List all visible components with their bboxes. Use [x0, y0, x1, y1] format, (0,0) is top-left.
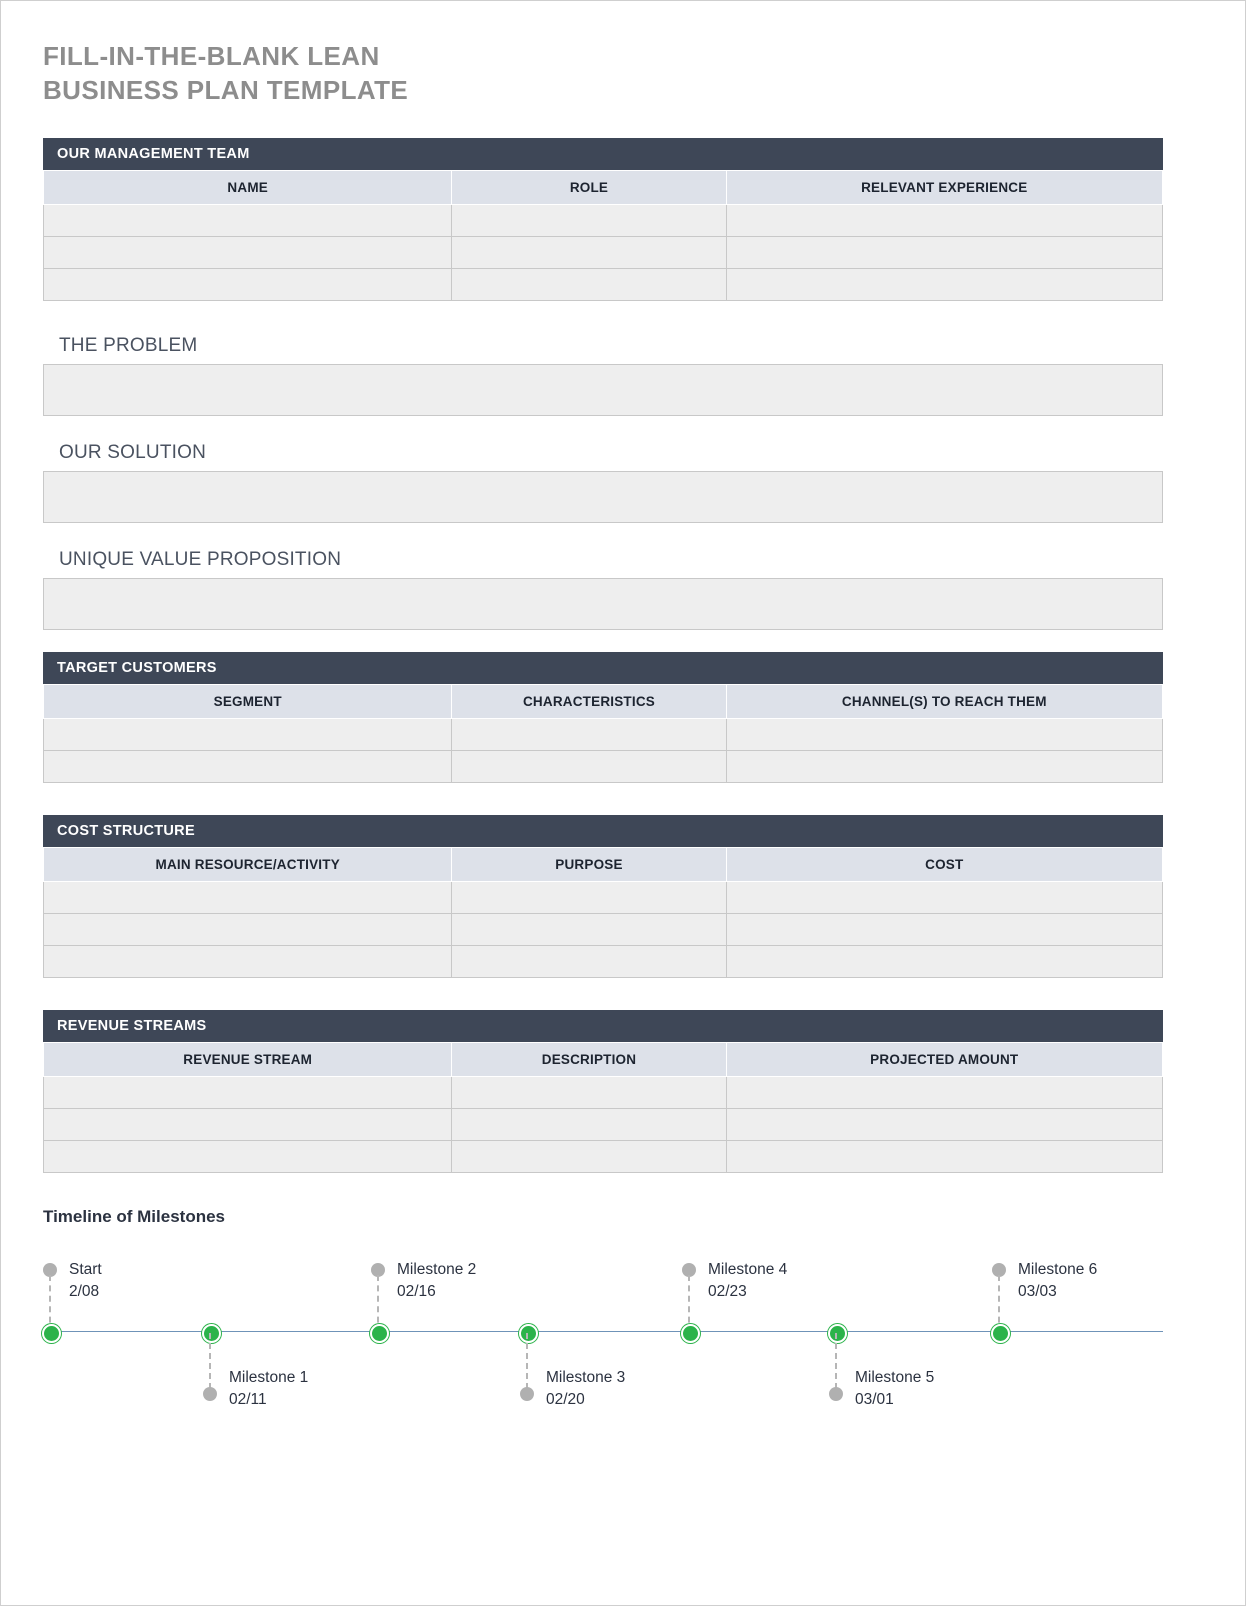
table-header-row — [44, 684, 1163, 718]
milestone-label — [397, 1259, 476, 1303]
timeline-title: Timeline of Milestones — [43, 1206, 226, 1226]
cell-revenue-stream[interactable] — [44, 1140, 452, 1172]
milestone-node-icon — [519, 1324, 538, 1343]
field-our-solution[interactable] — [43, 471, 1163, 523]
milestone-date-text: 03/03 — [1018, 1282, 1057, 1300]
milestone-node-icon — [42, 1324, 61, 1343]
table-cost-structure — [43, 847, 1163, 978]
milestone-cap-icon — [203, 1387, 217, 1401]
section-management-team — [43, 138, 1163, 301]
field-the-problem[interactable] — [43, 364, 1163, 416]
table-revenue-streams — [43, 1042, 1163, 1173]
milestone-label — [229, 1367, 308, 1411]
cell-experience[interactable] — [726, 268, 1162, 300]
milestone-label-text: Start — [69, 1260, 102, 1278]
section-cost-structure — [43, 815, 1163, 978]
milestone-node-icon — [202, 1324, 221, 1343]
table-header-row — [44, 1042, 1163, 1076]
milestone-label-text: Milestone 4 — [708, 1260, 788, 1278]
label-unique-value-proposition: UNIQUE VALUE PROPOSITION — [59, 548, 342, 570]
section-band-target-customers: TARGET CUSTOMERS — [43, 652, 1163, 684]
table-row — [44, 1108, 1163, 1140]
cell-projected-amount[interactable] — [726, 1140, 1162, 1172]
milestone-node-icon — [681, 1324, 700, 1343]
column-header-main-resource-activity: MAIN RESOURCE/ACTIVITY — [44, 847, 452, 881]
cell-revenue-stream[interactable] — [44, 1076, 452, 1108]
cell-purpose[interactable] — [452, 945, 726, 977]
cell-segment[interactable] — [44, 718, 452, 750]
cell-experience[interactable] — [726, 204, 1162, 236]
milestone-date-text: 02/11 — [229, 1390, 267, 1408]
cell-resource[interactable] — [44, 881, 452, 913]
page-title-line-2: BUSINESS PLAN TEMPLATE — [43, 75, 409, 106]
table-management-team — [43, 170, 1163, 301]
cell-experience[interactable] — [726, 236, 1162, 268]
table-row — [44, 945, 1163, 977]
table-row — [44, 236, 1163, 268]
section-timeline — [43, 1207, 1163, 1427]
milestone-date-text: 02/23 — [708, 1282, 747, 1300]
table-target-customers — [43, 684, 1163, 783]
milestone-date-text: 2/08 — [69, 1282, 100, 1300]
column-header-segment: SEGMENT — [44, 684, 452, 718]
milestone-stem — [209, 1333, 211, 1389]
cell-projected-amount[interactable] — [726, 1108, 1162, 1140]
section-band-management-team: OUR MANAGEMENT TEAM — [43, 138, 1163, 170]
cell-name[interactable] — [44, 204, 452, 236]
cell-resource[interactable] — [44, 913, 452, 945]
milestone-stem — [835, 1333, 837, 1389]
cell-role[interactable] — [452, 268, 726, 300]
label-our-solution: OUR SOLUTION — [59, 441, 207, 463]
cell-name[interactable] — [44, 236, 452, 268]
cell-role[interactable] — [452, 204, 726, 236]
cell-description[interactable] — [452, 1076, 726, 1108]
block-our-solution — [43, 442, 1163, 523]
column-header-description: DESCRIPTION — [452, 1042, 726, 1076]
cell-resource[interactable] — [44, 945, 452, 977]
cell-purpose[interactable] — [452, 913, 726, 945]
milestone-label-text: Milestone 5 — [855, 1368, 935, 1386]
block-the-problem — [43, 335, 1163, 416]
block-unique-value-proposition — [43, 549, 1163, 630]
column-header-role: ROLE — [452, 170, 726, 204]
milestone-node-icon — [828, 1324, 847, 1343]
section-band-cost-structure: COST STRUCTURE — [43, 815, 1163, 847]
page-title-line-1: FILL-IN-THE-BLANK LEAN — [43, 41, 380, 71]
milestone-label — [69, 1259, 102, 1303]
cell-purpose[interactable] — [452, 881, 726, 913]
table-row — [44, 750, 1163, 782]
milestone-stem — [526, 1333, 528, 1389]
column-header-purpose: PURPOSE — [452, 847, 726, 881]
cell-channels[interactable] — [726, 750, 1162, 782]
milestone-label — [1018, 1259, 1097, 1303]
column-header-projected-amount: PROJECTED AMOUNT — [726, 1042, 1162, 1076]
cell-description[interactable] — [452, 1108, 726, 1140]
milestone-node-icon — [370, 1324, 389, 1343]
milestone-cap-icon — [520, 1387, 534, 1401]
cell-projected-amount[interactable] — [726, 1076, 1162, 1108]
milestone-label-text: Milestone 2 — [397, 1260, 477, 1278]
cell-characteristics[interactable] — [452, 750, 726, 782]
milestone-label-text: Milestone 6 — [1018, 1260, 1098, 1278]
milestone-label-text: Milestone 1 — [229, 1368, 309, 1386]
table-header-row — [44, 170, 1163, 204]
cell-characteristics[interactable] — [452, 718, 726, 750]
label-the-problem: THE PROBLEM — [59, 334, 198, 356]
cell-revenue-stream[interactable] — [44, 1108, 452, 1140]
column-header-channels: CHANNEL(S) TO REACH THEM — [726, 684, 1162, 718]
section-revenue-streams — [43, 1010, 1163, 1173]
milestone-label — [708, 1259, 787, 1303]
table-row — [44, 268, 1163, 300]
cell-channels[interactable] — [726, 718, 1162, 750]
page-title — [43, 39, 1163, 108]
column-header-characteristics: CHARACTERISTICS — [452, 684, 726, 718]
section-target-customers — [43, 652, 1163, 783]
cell-cost[interactable] — [726, 913, 1162, 945]
milestone-label-text: Milestone 3 — [546, 1368, 626, 1386]
milestone-date-text: 03/01 — [855, 1390, 894, 1408]
table-row — [44, 1076, 1163, 1108]
section-band-revenue-streams: REVENUE STREAMS — [43, 1010, 1163, 1042]
cell-description[interactable] — [452, 1140, 726, 1172]
table-header-row — [44, 847, 1163, 881]
milestone-node-icon — [991, 1324, 1010, 1343]
milestone-cap-icon — [829, 1387, 843, 1401]
milestone-date-text: 02/16 — [397, 1282, 436, 1300]
cell-role[interactable] — [452, 236, 726, 268]
milestone-label — [855, 1367, 934, 1411]
cell-cost[interactable] — [726, 881, 1162, 913]
milestone-label — [546, 1367, 625, 1411]
column-header-relevant-experience: RELEVANT EXPERIENCE — [726, 170, 1162, 204]
table-row — [44, 881, 1163, 913]
table-row — [44, 1140, 1163, 1172]
cell-cost[interactable] — [726, 945, 1162, 977]
column-header-cost: COST — [726, 847, 1162, 881]
column-header-revenue-stream: REVENUE STREAM — [44, 1042, 452, 1076]
cell-name[interactable] — [44, 268, 452, 300]
milestone-date-text: 02/20 — [546, 1390, 585, 1408]
table-row — [44, 718, 1163, 750]
table-row — [44, 204, 1163, 236]
field-unique-value-proposition[interactable] — [43, 578, 1163, 630]
timeline-chart — [43, 1237, 1163, 1427]
table-row — [44, 913, 1163, 945]
cell-segment[interactable] — [44, 750, 452, 782]
column-header-name: NAME — [44, 170, 452, 204]
